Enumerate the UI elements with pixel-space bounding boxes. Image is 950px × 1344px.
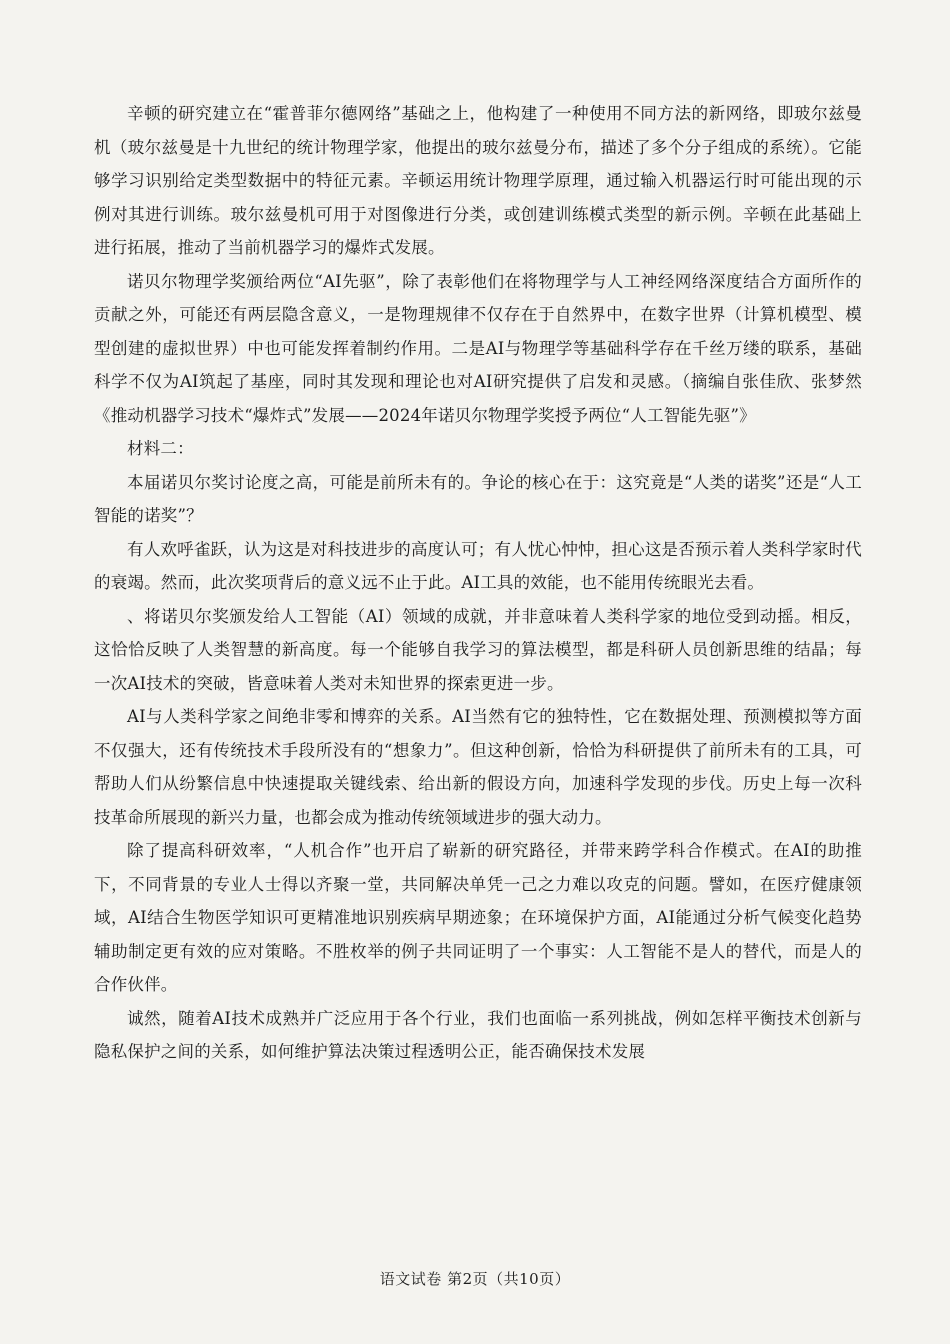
paragraph-challenges: 诚然，随着AI技术成熟并广泛应用于各个行业，我们也面临一系列挑战，例如怎样平衡技术创新与隐私保护之间的关系，如何维护算法决策过程透明公正，能否确保技术发展	[94, 1008, 862, 1061]
paragraph-nobel-significance: 诺贝尔物理学奖颁给两位“AI先驱”，除了表彰他们在将物理学与人工神经网络深度结合方面所作的贡献之外，可能还有两层隐含意义，一是物理规律不仅存在于自然界中，在数字世界（计算机模型、模型创建的虚拟世界）中也可能发挥着制约作用。二是AI与物理学等基础科学存在千丝万缕的联系，基础科学不仅为AI筑起了基座，同时其发现和理论也对AI研究提供了启发和灵感。（摘编自张佳欣、张梦然《推动机器学习技术“爆炸式”发展——2024年诺贝尔物理学奖授予两位“人工智能先驱”》	[94, 271, 862, 425]
material-two-heading: 材料二：	[127, 439, 194, 458]
document-body	[94, 97, 862, 1069]
paragraph-hinton-research: 辛顿的研究建立在“霍普菲尔德网络”基础之上，他构建了一种使用不同方法的新网络，即玻尔兹曼机（玻尔兹曼是十九世纪的统计物理学家，他提出的玻尔兹曼分布，描述了多个分子组成的系统）。它能够学习识别给定类型数据中的特征元素。辛顿运用统计物理学原理，通过输入机器运行时可能出现的示例对其进行训练。玻尔兹曼机可用于对图像进行分类，或创建训练模式类型的新示例。辛顿在此基础上进行拓展，推动了当前机器学习的爆炸式发展。	[94, 104, 862, 257]
paragraph-human-machine-cooperation: 除了提高科研效率，“人机合作”也开启了崭新的研究路径，并带来跨学科合作模式。在AI的助推下，不同背景的专业人士得以齐聚一堂，共同解决单凭一己之力难以攻克的问题。譬如，在医疗健康领域，AI结合生物医学知识可更精准地识别疾病早期迹象；在环境保护方面，AI能通过分析气候变化趋势辅助制定更有效的应对策略。不胜枚举的例子共同证明了一个事实：人工智能不是人的替代，而是人的合作伙伴。	[94, 841, 862, 994]
paragraph-human-wisdom: 、将诺贝尔奖颁发给人工智能（AI）领域的成就，并非意味着人类科学家的地位受到动摇。相反，这恰恰反映了人类智慧的新高度。每一个能够自我学习的算法模型，都是科研人员创新思维的结晶；每一次AI技术的突破，皆意味着人类对未知世界的探索更进一步。	[94, 606, 862, 693]
page-footer: 语文试卷 第2页（共10页）	[379, 1270, 571, 1288]
paragraph-ai-relationship: AI与人类科学家之间绝非零和博弈的关系。AI当然有它的独特性，它在数据处理、预测模拟等方面不仅强大，还有传统技术手段所没有的“想象力”。但这种创新，恰恰为科研提供了前所未有的工具，可帮助人们从纷繁信息中快速提取关键线索、给出新的假设方向，加速科学发现的步伐。历史上每一次科技革命所展现的新兴力量，也都会成为推动传统领域进步的强大动力。	[94, 707, 862, 827]
paragraph-reactions: 有人欢呼雀跃，认为这是对科技进步的高度认可；有人忧心忡忡，担心这是否预示着人类科学家时代的衰竭。然而，此次奖项背后的意义远不止于此。AI工具的效能，也不能用传统眼光去看。	[94, 539, 862, 592]
paragraph-debate: 本届诺贝尔奖讨论度之高，可能是前所未有的。争论的核心在于：这究竟是“人类的诺奖”还是“人工智能的诺奖”？	[94, 472, 862, 525]
